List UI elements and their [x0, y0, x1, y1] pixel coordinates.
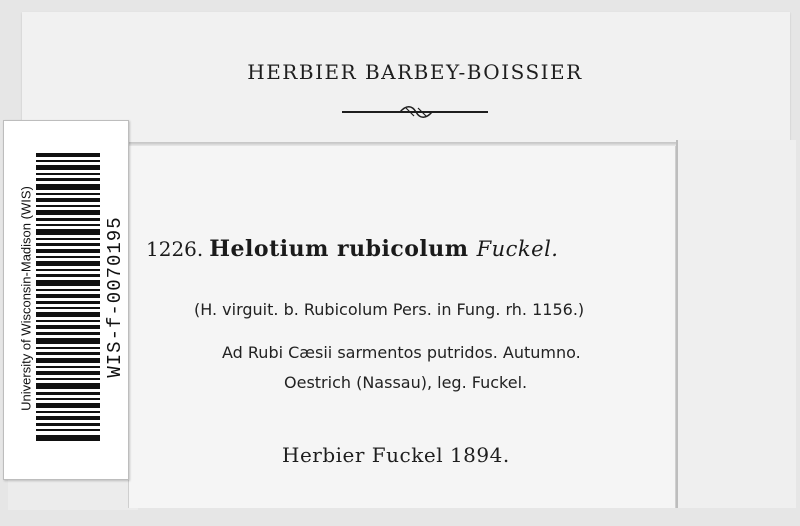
herbarium-source: Herbier Fuckel 1894.	[282, 443, 510, 467]
barcode-label	[3, 120, 129, 480]
envelope-side-strip	[676, 140, 796, 508]
ornament-divider-icon	[340, 102, 490, 120]
catalog-id: WIS-f-0070195	[104, 216, 126, 378]
barcode-icon	[36, 153, 100, 441]
species-author: Fuckel.	[476, 237, 559, 261]
specimen-number: 1226.	[146, 237, 204, 261]
locality-line-1: Ad Rubi Cæsii sarmentos putridos. Autumno.	[222, 343, 581, 362]
herbarium-header-title: HERBIER BARBEY-BOISSIER	[247, 60, 583, 84]
locality-line-2: Oestrich (Nassau), leg. Fuckel.	[284, 373, 528, 392]
species-line	[146, 236, 706, 262]
synonym-text: (H. virguit. b. Rubicolum Pers. in Fung. rh. 1156.)	[194, 300, 585, 319]
species-name: Helotium rubicolum	[209, 236, 469, 262]
institution-text: University of Wisconsin-Madison (WIS)	[18, 186, 34, 411]
